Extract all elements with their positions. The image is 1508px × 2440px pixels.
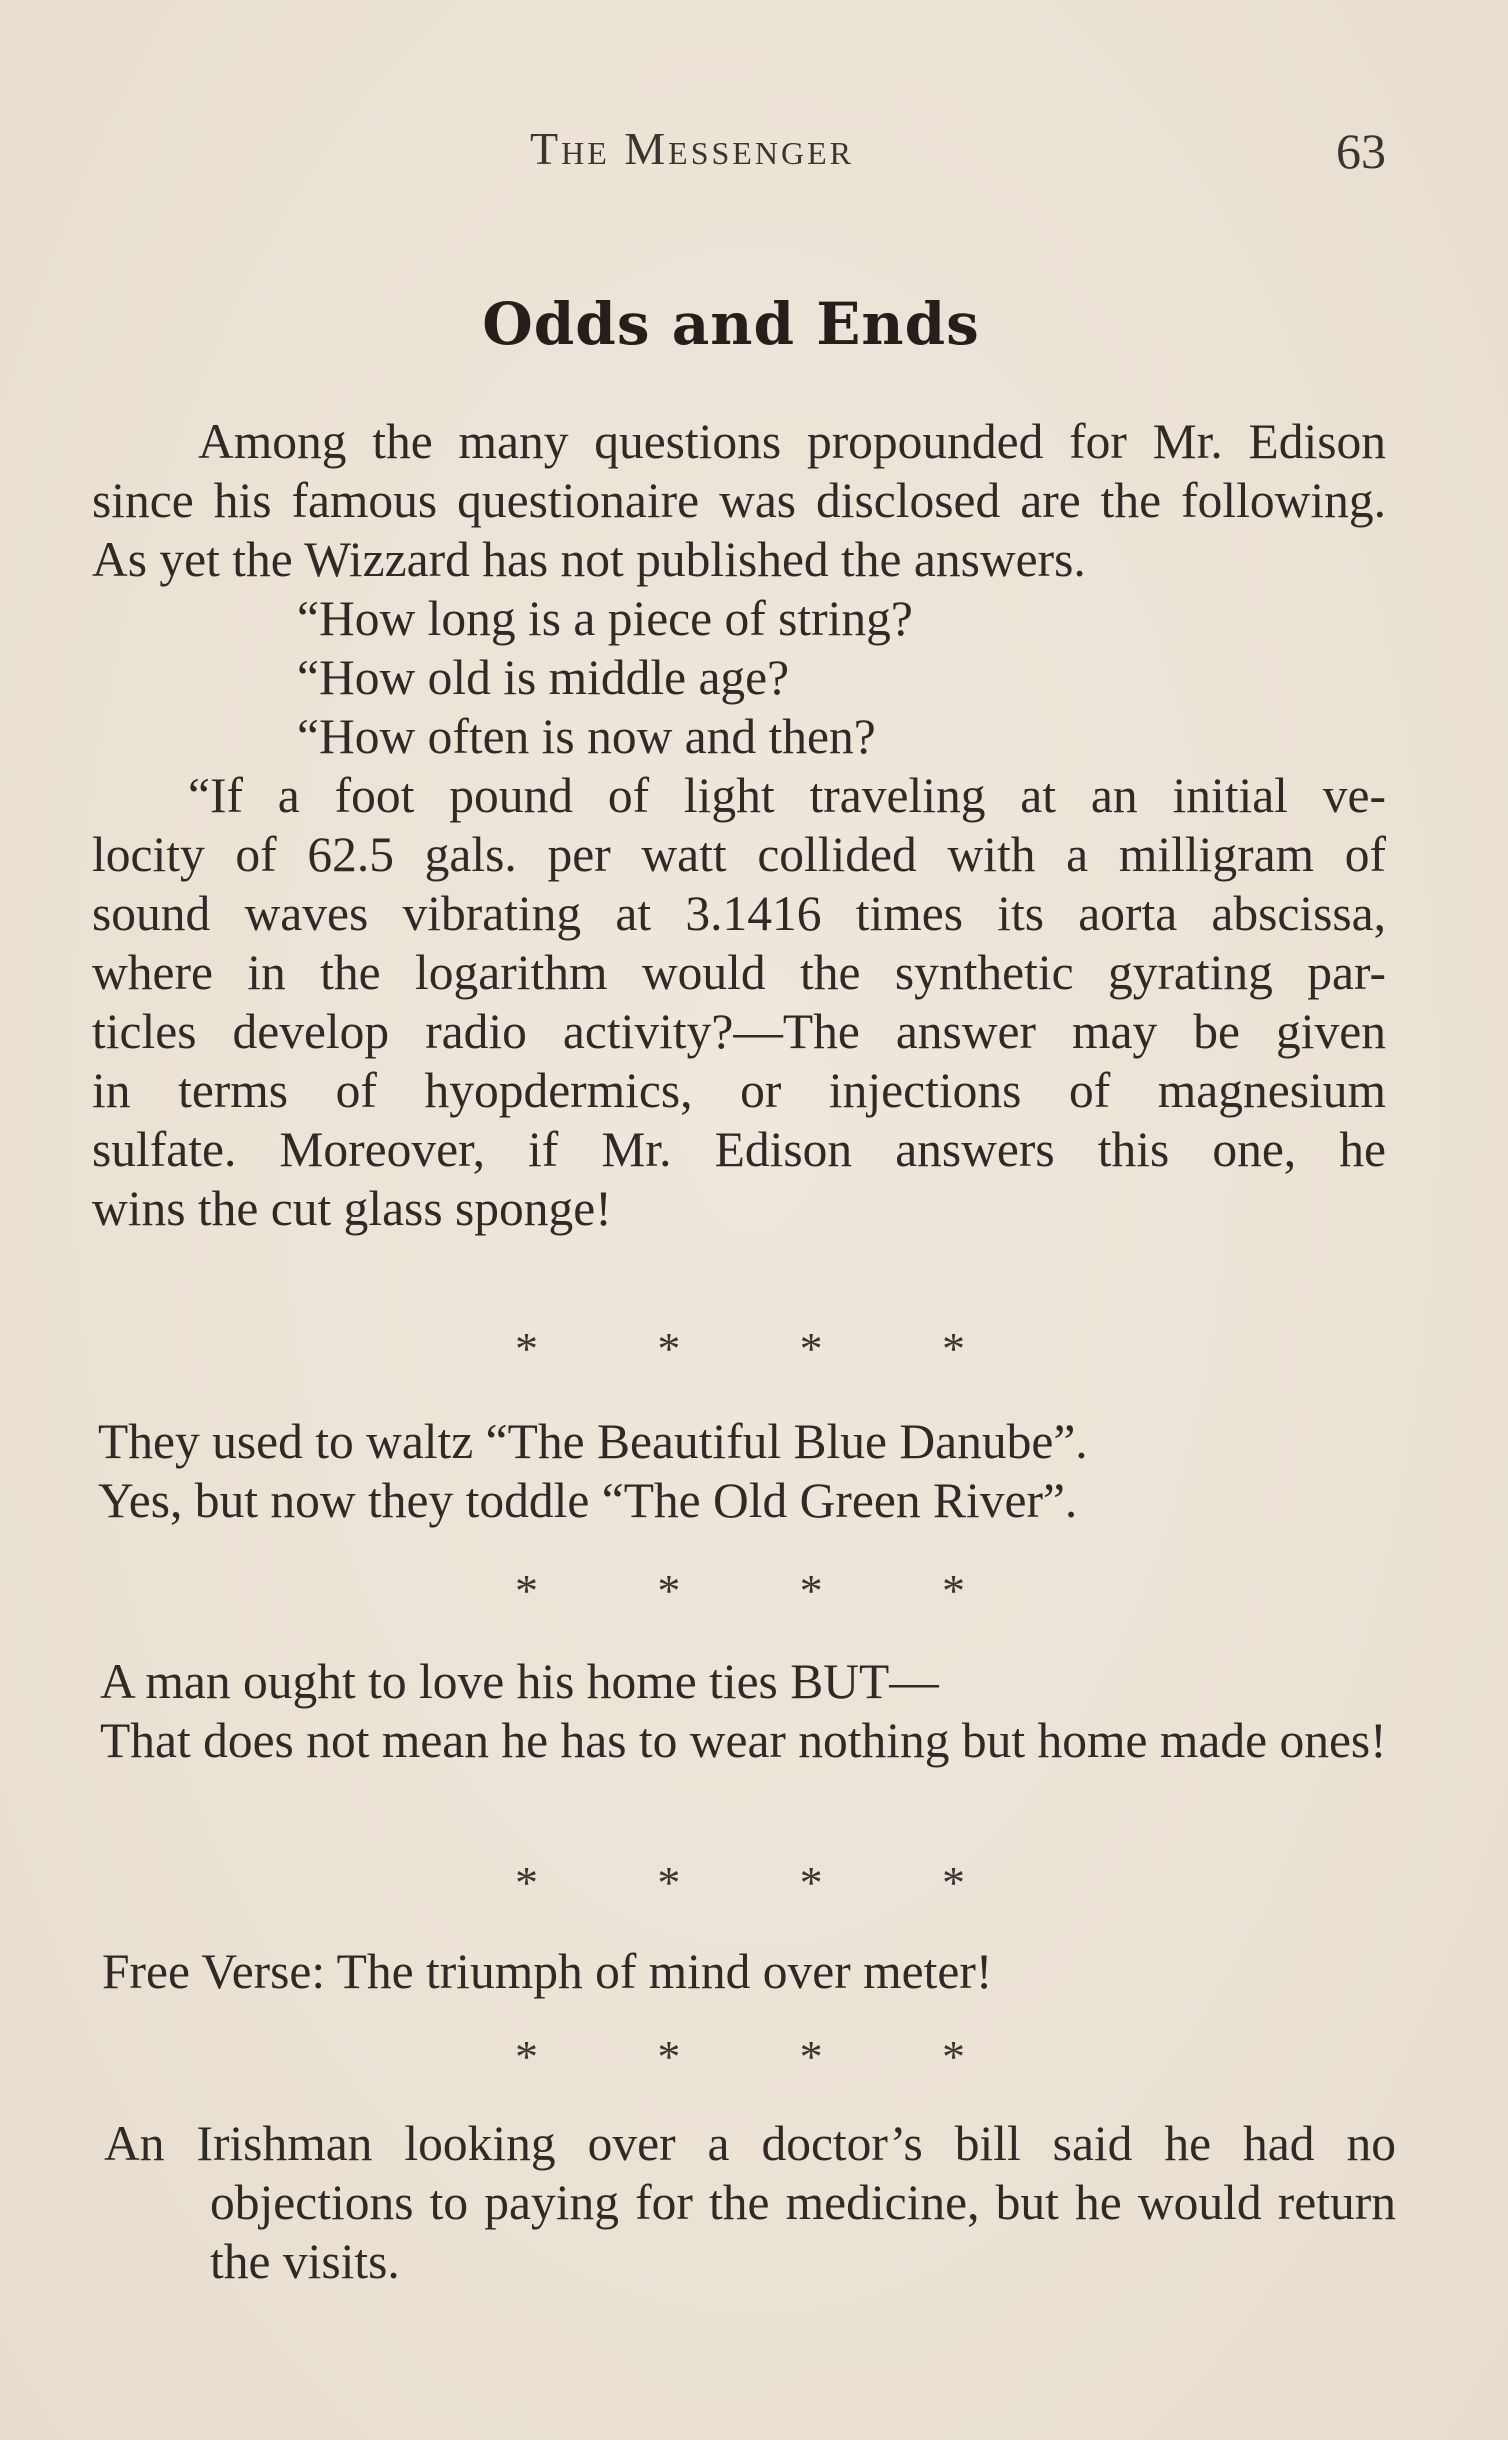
separator-star: *: [515, 1857, 538, 1908]
separator-star: *: [799, 2031, 823, 2082]
separator-star: *: [657, 1323, 681, 1374]
question-line: “How often is now and then?: [297, 709, 876, 764]
long-question-line: sound waves vibrating at 3.1416 times its aorta abscissa,: [92, 886, 1386, 941]
separator: [515, 1564, 965, 1617]
separator: [515, 1322, 965, 1375]
long-question-line: locity of 62.5 gals. per watt collided with a milligram of: [92, 827, 1386, 882]
separator-star: *: [657, 2031, 681, 2082]
separator-star: *: [941, 2031, 965, 2082]
long-question-line: “If a foot pound of light traveling at an initial ve-: [188, 768, 1386, 823]
joke-line: That does not mean he has to wear nothing but home made ones!: [100, 1713, 1387, 1768]
page-number: 63: [1336, 123, 1386, 179]
separator-star: *: [657, 1857, 681, 1908]
separator-star: *: [515, 1565, 538, 1616]
joke-paragraph: An Irishman looking over a doctor’s bill said he had no objections to paying for the medicine, but he would return the visits.: [104, 2116, 1396, 2289]
joke-line: A man ought to love his home ties BUT—: [100, 1654, 939, 1709]
joke-line: They used to waltz “The Beautiful Blue Danube”.: [98, 1414, 1088, 1469]
running-title: The Messenger: [530, 123, 854, 174]
free-verse-joke: [102, 1942, 1392, 2001]
intro-paragraph: Among the many questions propounded for Mr. Edison since his famous questionaire was disclosed are the following. As yet the Wizzard has not published the answers.: [92, 414, 1386, 587]
separator-star: *: [941, 1565, 965, 1616]
separator-star: *: [515, 1323, 538, 1374]
intro-block: [92, 412, 1386, 1238]
separator: [515, 2030, 965, 2083]
separator-star: *: [799, 1857, 823, 1908]
long-question-line: in terms of hyopdermics, or injections of magnesium: [92, 1063, 1386, 1118]
separator-star: *: [515, 2031, 538, 2082]
long-question-line: ticles develop radio activity?—The answer may be given: [92, 1004, 1386, 1059]
home-ties-joke: [100, 1652, 1390, 1770]
long-question-line: where in the logarithm would the synthetic gyrating par-: [92, 945, 1386, 1000]
page-header: [90, 122, 1386, 182]
separator-star: *: [657, 1565, 681, 1616]
long-question-line: sulfate. Moreover, if Mr. Edison answers this one, he: [92, 1122, 1386, 1177]
section-title: Odds and Ends: [482, 290, 980, 358]
joke-line: Yes, but now they toddle “The Old Green River”.: [98, 1473, 1078, 1528]
waltz-joke: [98, 1412, 1388, 1530]
separator-star: *: [941, 1857, 965, 1908]
joke-line: Free Verse: The triumph of mind over meter!: [102, 1944, 993, 1999]
separator-star: *: [799, 1323, 823, 1374]
question-line: “How old is middle age?: [297, 650, 790, 705]
question-line: “How long is a piece of string?: [297, 591, 913, 646]
separator-star: *: [799, 1565, 823, 1616]
long-question-line: wins the cut glass sponge!: [92, 1181, 612, 1236]
separator-star: *: [941, 1323, 965, 1374]
separator: [515, 1856, 965, 1909]
irishman-joke: [104, 2114, 1396, 2291]
